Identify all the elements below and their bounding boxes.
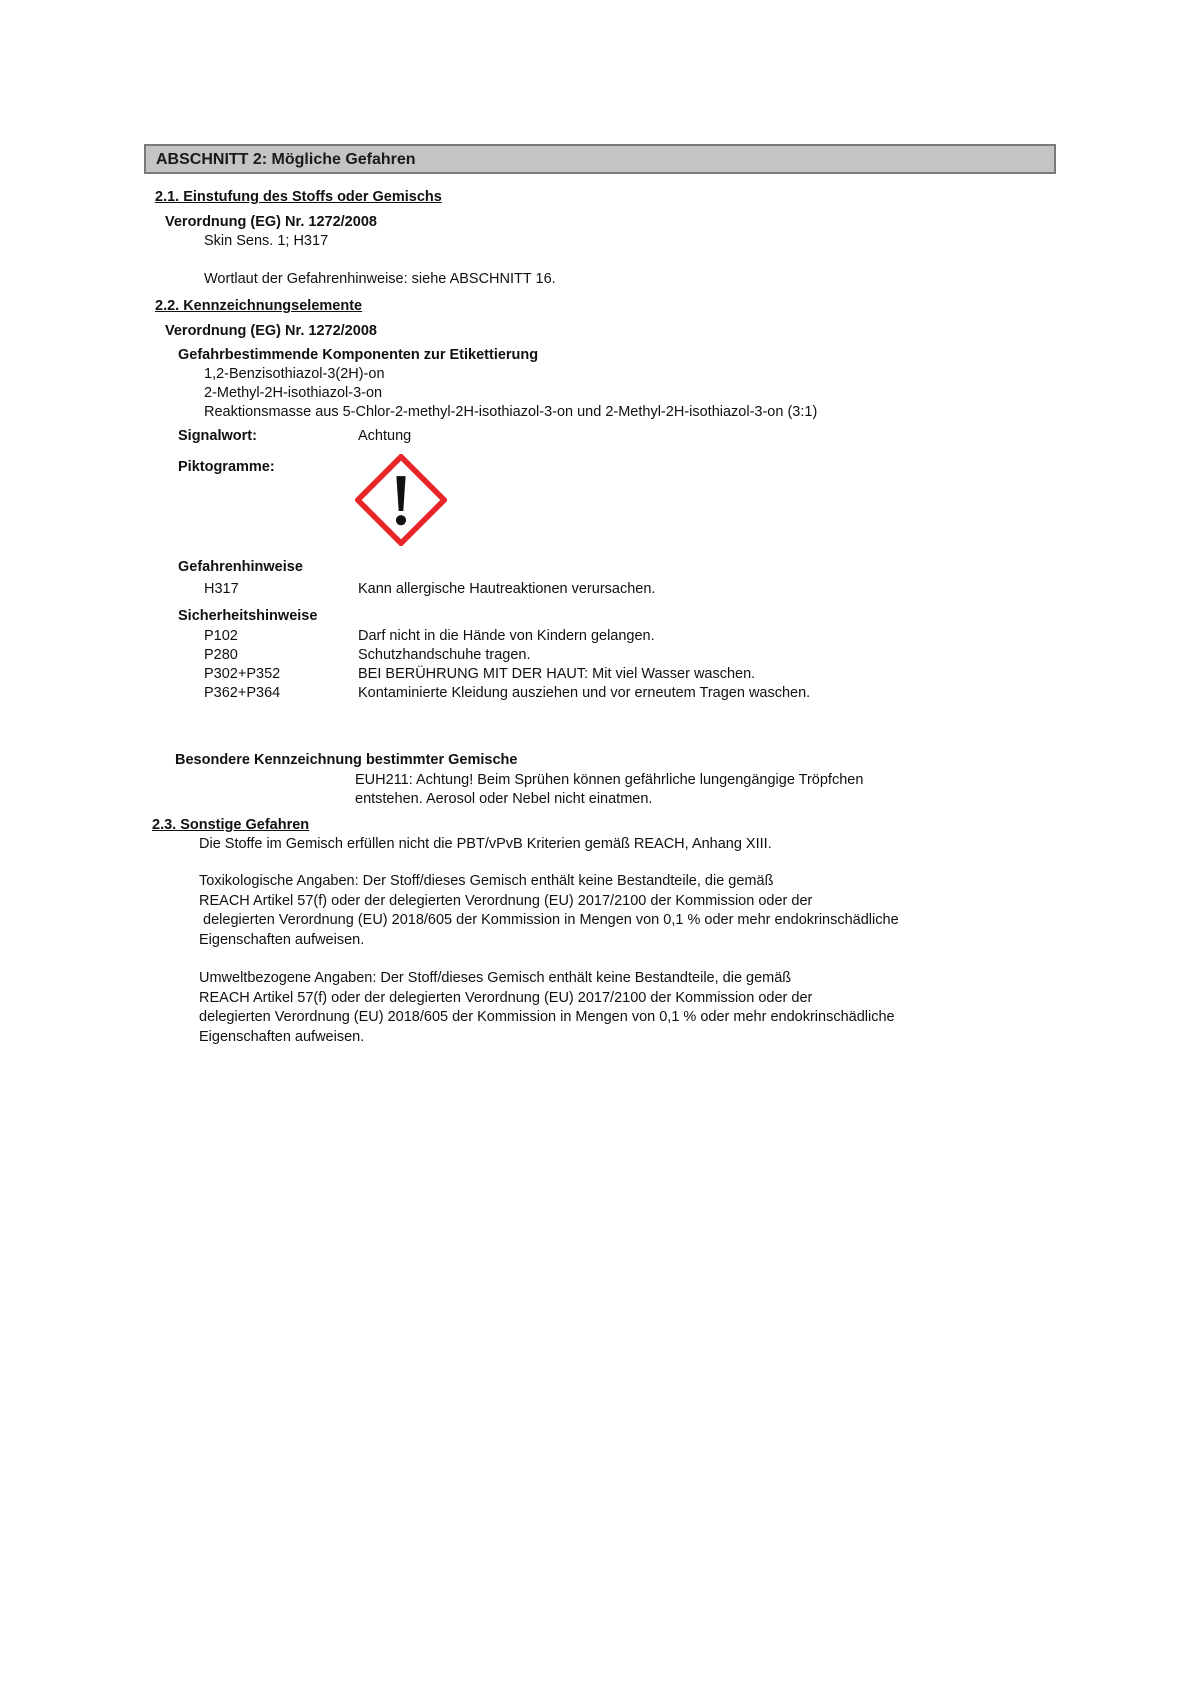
pbt-statement: Die Stoffe im Gemisch erfüllen nicht die PBT/vPvB Kriterien gemäß REACH, Anhang XIII. xyxy=(199,836,772,852)
safety-text: Kontaminierte Kleidung ausziehen und vor erneutem Tragen waschen. xyxy=(358,685,811,701)
environmental-paragraph xyxy=(199,969,959,1047)
components-heading: Gefahrbestimmende Komponenten zur Etikettierung xyxy=(178,347,539,363)
safety-text: Darf nicht in die Hände von Kindern gelangen. xyxy=(358,628,655,644)
signal-word-label: Signalwort: xyxy=(178,428,257,444)
paragraph-line: Umweltbezogene Angaben: Der Stoff/dieses Gemisch enthält keine Bestandteile, die gemäß xyxy=(199,970,792,986)
heading-2-1: 2.1. Einstufung des Stoffs oder Gemischs xyxy=(155,189,442,205)
special-labelling-line: entstehen. Aerosol oder Nebel nicht einatmen. xyxy=(355,791,653,807)
regulation-2-2: Verordnung (EG) Nr. 1272/2008 xyxy=(165,323,377,339)
paragraph-line: REACH Artikel 57(f) oder der delegierten Verordnung (EU) 2017/2100 der Kommission oder der xyxy=(199,892,813,909)
special-labelling-heading: Besondere Kennzeichnung bestimmter Gemische xyxy=(175,752,518,768)
regulation-2-1: Verordnung (EG) Nr. 1272/2008 xyxy=(165,214,377,230)
safety-text: Schutzhandschuhe tragen. xyxy=(358,647,531,663)
toxicological-paragraph xyxy=(199,872,959,950)
section-title: ABSCHNITT 2: Mögliche Gefahren xyxy=(144,144,1056,174)
heading-2-3: 2.3. Sonstige Gefahren xyxy=(152,817,310,833)
hazard-code: H317 xyxy=(204,581,239,597)
pictograms-label: Piktogramme: xyxy=(178,459,275,475)
special-labelling-line: EUH211: Achtung! Beim Sprühen können gefährliche lungengängige Tröpfchen xyxy=(355,772,864,788)
component-item: Reaktionsmasse aus 5-Chlor-2-methyl-2H-isothiazol-3-on und 2-Methyl-2H-isothiazol-3-on (3:1) xyxy=(204,404,818,420)
safety-code: P302+P352 xyxy=(204,666,281,682)
signal-word-value: Achtung xyxy=(358,428,412,444)
classification: Skin Sens. 1; H317 xyxy=(204,233,329,249)
wording-note: Wortlaut der Gefahrenhinweise: siehe ABSCHNITT 16. xyxy=(204,271,556,287)
safety-code: P362+P364 xyxy=(204,685,281,701)
safety-code: P280 xyxy=(204,647,238,663)
hazard-statements-heading: Gefahrenhinweise xyxy=(178,559,303,575)
heading-2-2: 2.2. Kennzeichnungselemente xyxy=(155,298,363,314)
hazard-text: Kann allergische Hautreaktionen verursachen. xyxy=(358,581,656,597)
paragraph-line: REACH Artikel 57(f) oder der delegierten Verordnung (EU) 2017/2100 der Kommission oder der xyxy=(199,989,813,1006)
paragraph-line: Toxikologische Angaben: Der Stoff/dieses Gemisch enthält keine Bestandteile, die gemäß xyxy=(199,873,774,889)
exclamation-mark-hazard-icon xyxy=(355,454,447,546)
component-item: 1,2-Benzisothiazol-3(2H)-on xyxy=(204,366,385,382)
component-item: 2-Methyl-2H-isothiazol-3-on xyxy=(204,385,383,401)
paragraph-line: Eigenschaften aufweisen. xyxy=(199,931,365,948)
safety-code: P102 xyxy=(204,628,238,644)
safety-text: BEI BERÜHRUNG MIT DER HAUT: Mit viel Wasser waschen. xyxy=(358,666,756,682)
paragraph-line: delegierten Verordnung (EU) 2018/605 der Kommission in Mengen von 0,1 % oder mehr endokrinschädliche xyxy=(199,1009,895,1025)
safety-statements-heading: Sicherheitshinweise xyxy=(178,608,318,624)
paragraph-line: delegierten Verordnung (EU) 2018/605 der Kommission in Mengen von 0,1 % oder mehr endokrinschädliche xyxy=(199,912,899,928)
paragraph-line: Eigenschaften aufweisen. xyxy=(199,1028,365,1045)
